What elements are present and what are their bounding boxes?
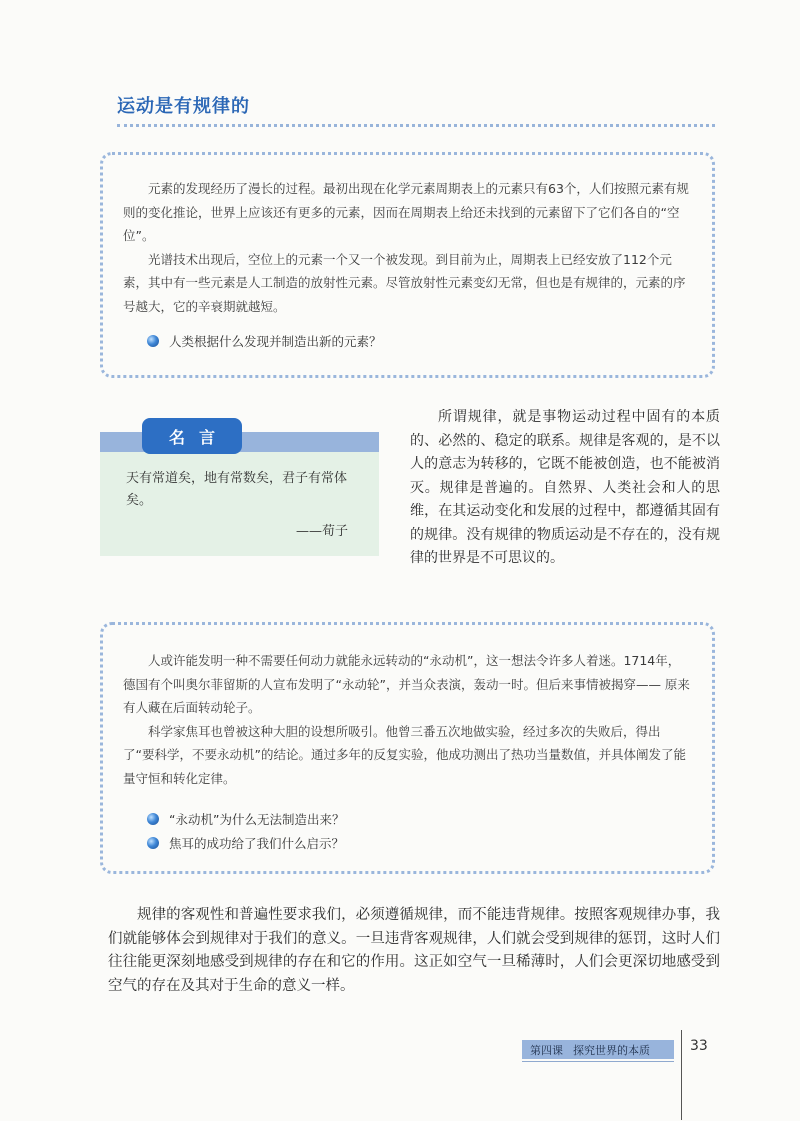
box1-question-text: 人类根据什么发现并制造出新的元素？ [169, 334, 382, 349]
footer-lesson: 第四课 [530, 1043, 563, 1057]
bottom-paragraph [108, 904, 720, 998]
box1-paragraph-2: 光谱技术出现后，空位上的元素一个又一个被发现。到目前为止，周期表上已经安放了112个元素，其中有一些元素是人工制造的放射性元素。尽管放射性元素变幻无常，但也是有规律的，元素的序号越大，它的辛衰期就越短。 [123, 251, 686, 314]
perpetual-motion-box [100, 622, 715, 874]
box2-question-2 [147, 831, 687, 855]
box2-paragraph-2: 科学家焦耳也曾被这种大胆的设想所吸引。他曾三番五次地做实验，经过多次的失败后，得出了“要科学，不要永动机”的结论。通过多年的反复实验，他成功测出了热功当量数值，并具体阐发了能量守恒和转化定律。 [123, 723, 686, 786]
box1-question [147, 329, 687, 353]
quote-tab: 名言 [142, 418, 242, 454]
page-number: 33 [690, 1038, 708, 1054]
bullet-icon [147, 837, 159, 849]
footer-underline [522, 1061, 674, 1062]
box2-question-1 [147, 807, 687, 831]
box2-question-2-text: 焦耳的成功给了我们什么启示？ [169, 836, 345, 851]
box2-question-1-text: “永动机”为什么无法制造出来？ [169, 812, 345, 827]
main-paragraph [410, 406, 720, 571]
bottom-paragraph-text: 规律的客观性和普遍性要求我们，必须遵循规律，而不能违背规律。按照客观规律办事，我们就能够体会到规律对于我们的意义。一旦违背客观规律，人们就会受到规律的惩罚，这时人们往往能更深刻地感受到规律的存在和它的作用。这正如空气一旦稀薄时，人们会更深切地感受到空气的存在及其对于生命的意义一样。 [108, 907, 720, 994]
title-divider [117, 124, 715, 127]
element-discovery-box [100, 152, 715, 378]
quote-text: 天有常道矣，地有常数矣，君子有常体矣。 [126, 471, 348, 508]
box1-paragraph-1: 元素的发现经历了漫长的过程。最初出现在化学元素周期表上的元素只有63个，人们按照元素有规则的变化推论，世界上应该还有更多的元素，因而在周期表上给还未找到的元素留下了它们各自的“空位”。 [123, 181, 689, 243]
bullet-icon [147, 813, 159, 825]
bullet-icon [147, 335, 159, 347]
main-paragraph-text: 所谓规律，就是事物运动过程中固有的本质的、必然的、稳定的联系。规律是客观的，是不以人的意志为转移的，它既不能被创造，也不能被消灭。规律是普遍的。自然界、人类社会和人的思维，在其运动变化和发展的过程中，都遵循其固有的规律。没有规律的物质运动是不存在的，没有规律的世界是不可思议的。 [410, 409, 720, 566]
footer-lesson-title: 探究世界的本质 [573, 1043, 650, 1057]
section-title: 运动是有规律的 [117, 96, 250, 117]
quote-author: ——荀子 [296, 524, 349, 539]
footer-divider [681, 1030, 682, 1120]
footer-lesson-label [522, 1040, 674, 1059]
box2-paragraph-1: 人或许能发明一种不需要任何动力就能永远转动的“永动机”，这一想法令许多人着迷。1714年，德国有个叫奥尔菲留斯的人宣布发明了“永动轮”，并当众表演，轰动一时。但后来事情被揭穿—— 原来有人藏在后面转动轮子。 [123, 653, 690, 715]
